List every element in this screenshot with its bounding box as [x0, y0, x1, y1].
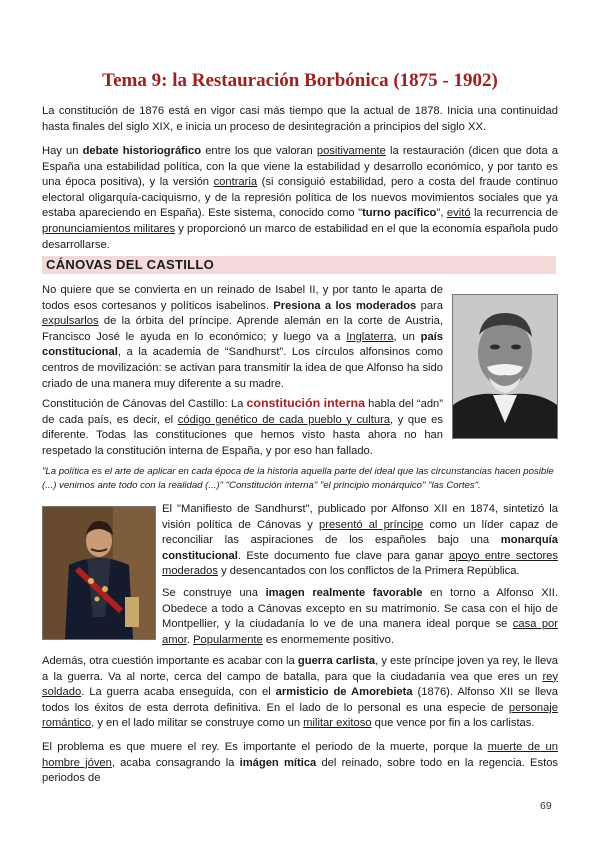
canovas-portrait — [452, 294, 558, 439]
paragraph-guerra-carlista: Además, otra cuestión importante es acabar con la guerra carlista, y este príncipe joven ya rey, le lleva a la guerra. Va al norte, cerca del campo de batalla, para que la ciudadanía vea que eres un rey soldado. La guerra acaba enseguida, con el armisticio de Amorebieta (1876). Alfonso XII se lleva todos los éxitos de esta derrota definitiva. En el lado de lo personal es una especie de personaje romántico, y en el lado militar se construye como un militar exitoso que vence por fin a los carlistas. — [42, 655, 558, 730]
paragraph-debate: Hay un debate historiográfico entre los que valoran positivamente la restauración (dicen que dota a España una estabilidad política, con la que viene la estabilidad y desarrollo económico, y por tanto es una época positiva), y la versión contraria (si consiguió estabilidad, pero a costa del fraude continuo electoral oligarquía-caciquismo, y de la represión política de los nuevos movimientos sociales que ya estaba apareciendo en España). Este sistema, conocido como "turno pacífico", evitó la recurrencia de pronunciamientos militares y proporcionó un marco de estabilidad en el que la economía española pudo desarrollarse. — [42, 145, 559, 251]
alfonso-xii-portrait-image — [43, 507, 155, 639]
page-number: 69 — [540, 800, 552, 812]
canovas-quote: "La política es el arte de aplicar en cada época de la historia aquella parte del ideal que las circunstancias hacen posible (...) venimos ante todo con la realidad (...)" "Constitución interna" "el principio monárquico" "las Cortes". — [42, 466, 554, 491]
canovas-portrait-image — [453, 295, 557, 438]
paragraph-intro: La constitución de 1876 está en vigor casi más tiempo que la actual de 1878. Inicia una continuidad hasta finales del siglo XIX, e inicia un proceso de desintegración a principios del siglo XX. — [42, 105, 558, 133]
paragraph-muerte-rey: El problema es que muere el rey. Es importante el periodo de la muerte, porque la muerte de un hombre jóven, acaba consagrando la imágen mítica del reinado, sobre todo en la regencia. Estos periodos de — [42, 741, 559, 785]
page-title: Tema 9: la Restauración Borbónica (1875 - 1902) — [102, 70, 498, 91]
paragraph-constitucion-interna: Constitución de Cánovas del Castillo: La constitución interna habla del “adn” de cada país, es decir, el código genético de cada pueblo y cultura, y que es diferente. Todas las constituciones que hemos visto hasta ahora no han respetado la constitución interna de España, y por eso han fallado. — [42, 396, 443, 457]
paragraph-canovas-education: No quiere que se convierta en un reinado de Isabel II, y por tanto le aparta de todos esos cortesanos y políticos isabelinos. Presiona a los moderados para expulsarlos de la órbita del príncipe. Aprende alemán en la corte de Austria, Francisco José le ayuda en lo económico; y luego va a Inglaterra, un país constitucional, a la academia de “Sandhurst”. Los círculos alfonsinos como centros de movilización: se activan para transmitir la idea de que Alfonso ha sido criado de una manera muy diferente a su madre. — [42, 284, 443, 390]
section-heading-canovas: CÁNOVAS DEL CASTILLO — [42, 256, 556, 274]
paragraph-imagen-favorable: Se construye una imagen realmente favorable en torno a Alfonso XII. Obedece a todo a Cánovas excepto en su matrimonio. Se casa con el hijo de Montpellier, y la ciudadanía lo ve de una manera ideal porque se casa por amor. Popularmente es enormemente positivo. — [162, 587, 559, 646]
alfonso-xii-portrait — [42, 506, 156, 640]
paragraph-manifiesto-sandhurst: El "Manifiesto de Sandhurst", publicado por Alfonso XII en 1874, sintetizó la visión política de Cánovas y presentó al príncipe como un líder capaz de reconciliar las aspiraciones de los españoles bajo una monarquía constitucional. Este documento fue clave para ganar apoyo entre sectores moderados y desencantados con los conflictos de la Primera República. — [162, 503, 558, 578]
